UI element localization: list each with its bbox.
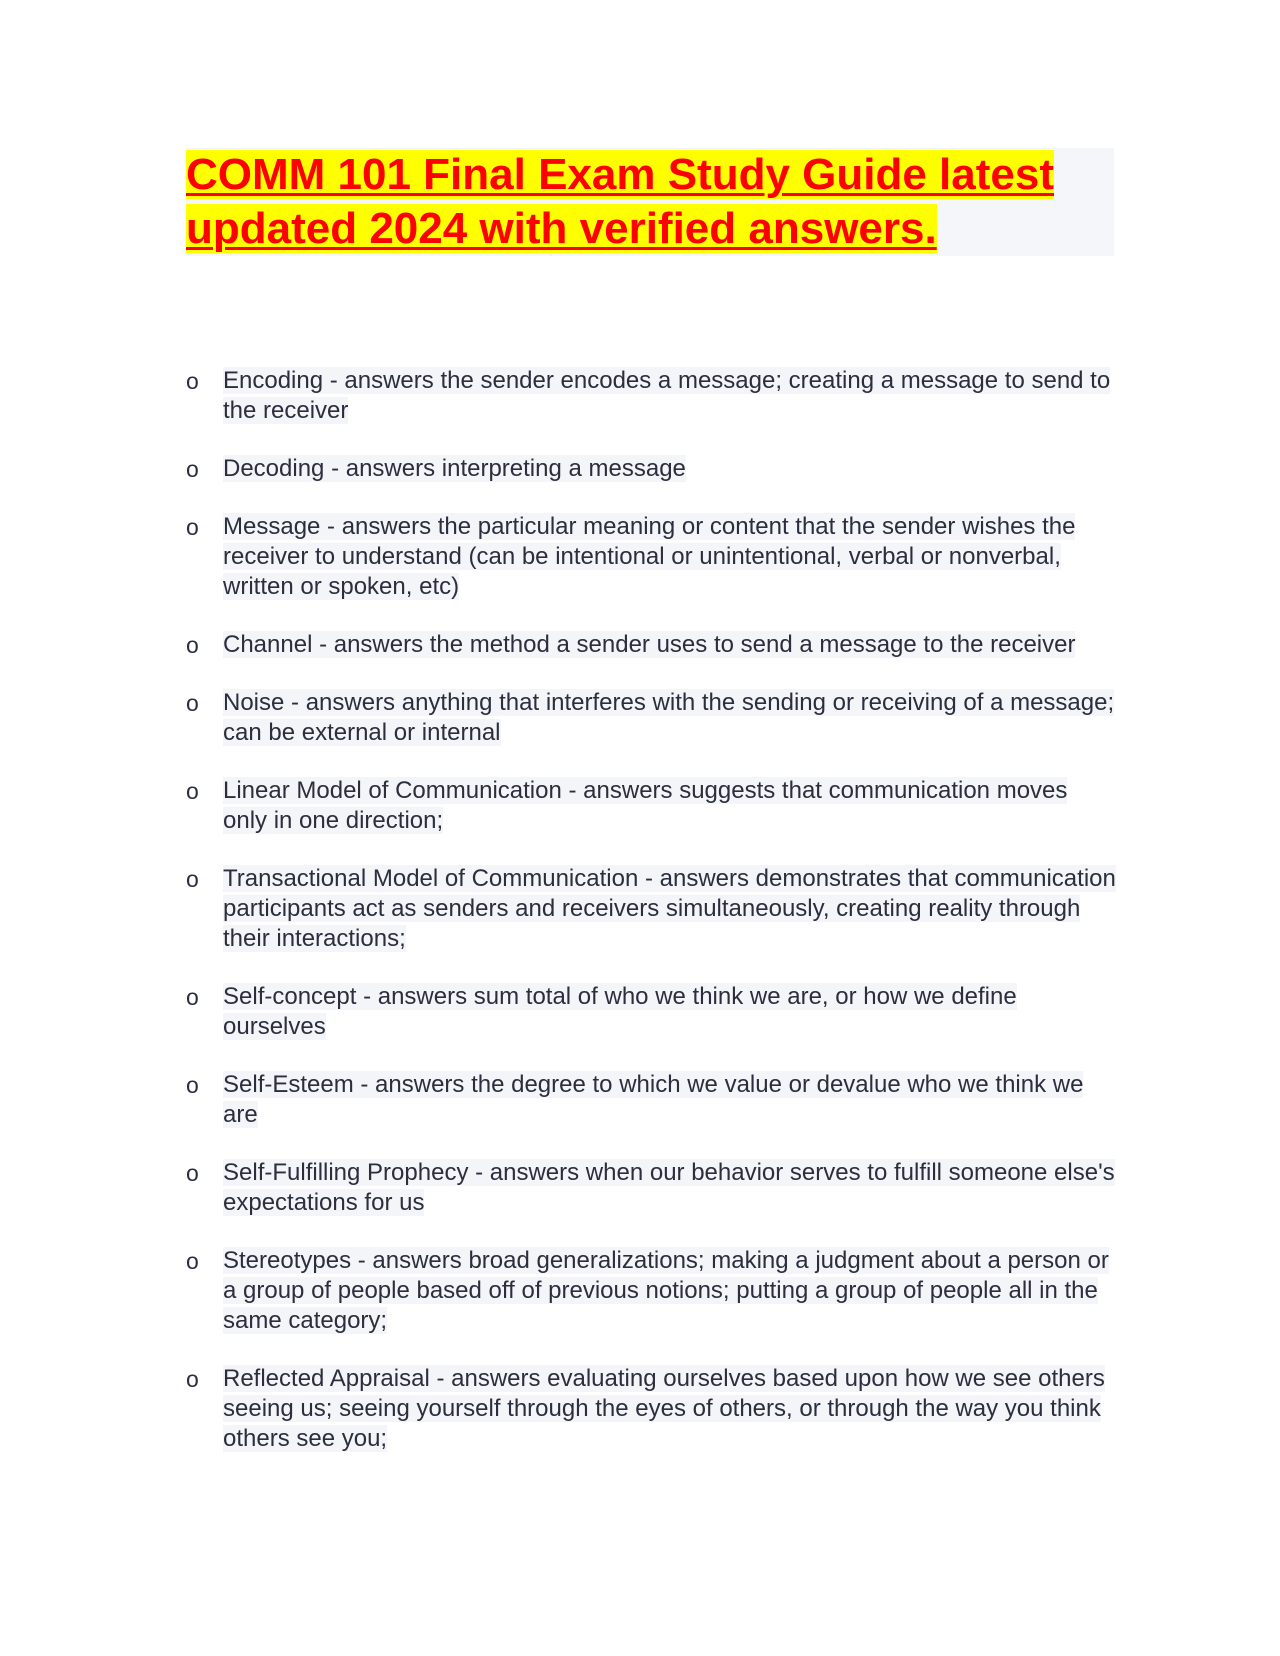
list-item (186, 366, 1116, 426)
list-item-text: Noise - answers anything that interferes with the sending or receiving of a message; can be external or internal (223, 689, 1115, 746)
bullet-icon: o (186, 866, 199, 892)
list-item-text: Self-Fulfilling Prophecy - answers when our behavior serves to fulfill someone else's expectations for us (223, 1159, 1115, 1216)
list-item (186, 512, 1116, 602)
bullet-icon: o (186, 632, 199, 658)
list-item (186, 1364, 1116, 1454)
bullet-icon: o (186, 368, 199, 394)
list-item-text: Self-concept - answers sum total of who we think we are, or how we define ourselves (223, 983, 1017, 1040)
list-item-text: Message - answers the particular meaning or content that the sender wishes the receiver to understand (can be intentional or unintentional, verbal or nonverbal, written or spoken, etc) (223, 513, 1076, 600)
bullet-icon: o (186, 456, 199, 482)
title-block (186, 148, 1114, 256)
list-item-text: Encoding - answers the sender encodes a message; creating a message to send to the receiver (223, 367, 1111, 424)
bullet-icon: o (186, 1248, 199, 1274)
list-item (186, 630, 1116, 660)
list-item (186, 1158, 1116, 1218)
list-item-text: Linear Model of Communication - answers suggests that communication moves only in one direction; (223, 777, 1068, 834)
list-item (186, 1070, 1116, 1130)
bullet-icon: o (186, 1072, 199, 1098)
list-item (186, 982, 1116, 1042)
list-item (186, 1246, 1116, 1336)
list-item-text: Decoding - answers interpreting a message (223, 455, 686, 482)
list-item-text: Self-Esteem - answers the degree to which we value or devalue who we think we are (223, 1071, 1084, 1128)
list-item-text: Transactional Model of Communication - answers demonstrates that communication participants act as senders and receivers simultaneously, creating reality through their interactions; (223, 865, 1116, 952)
list-item (186, 776, 1116, 836)
list-item-text: Reflected Appraisal - answers evaluating ourselves based upon how we see others seeing us; seeing yourself through the eyes of others, or through the way you think others see you; (223, 1365, 1105, 1452)
bullet-icon: o (186, 1366, 199, 1392)
bullet-icon: o (186, 778, 199, 804)
bullet-icon: o (186, 514, 199, 540)
bullet-icon: o (186, 1160, 199, 1186)
page-title (186, 148, 1114, 256)
title-line-2: updated 2024 with verified answers. (186, 204, 937, 253)
bullet-icon: o (186, 690, 199, 716)
list-item-text: Stereotypes - answers broad generalizations; making a judgment about a person or a group of people based off of previous notions; putting a group of people all in the same category; (223, 1247, 1109, 1334)
bullet-icon: o (186, 984, 199, 1010)
list-item (186, 864, 1116, 954)
definition-list (186, 366, 1116, 1482)
list-item (186, 688, 1116, 748)
list-item (186, 454, 1116, 484)
title-line-1: COMM 101 Final Exam Study Guide latest (186, 150, 1054, 199)
list-item-text: Channel - answers the method a sender uses to send a message to the receiver (223, 631, 1076, 658)
